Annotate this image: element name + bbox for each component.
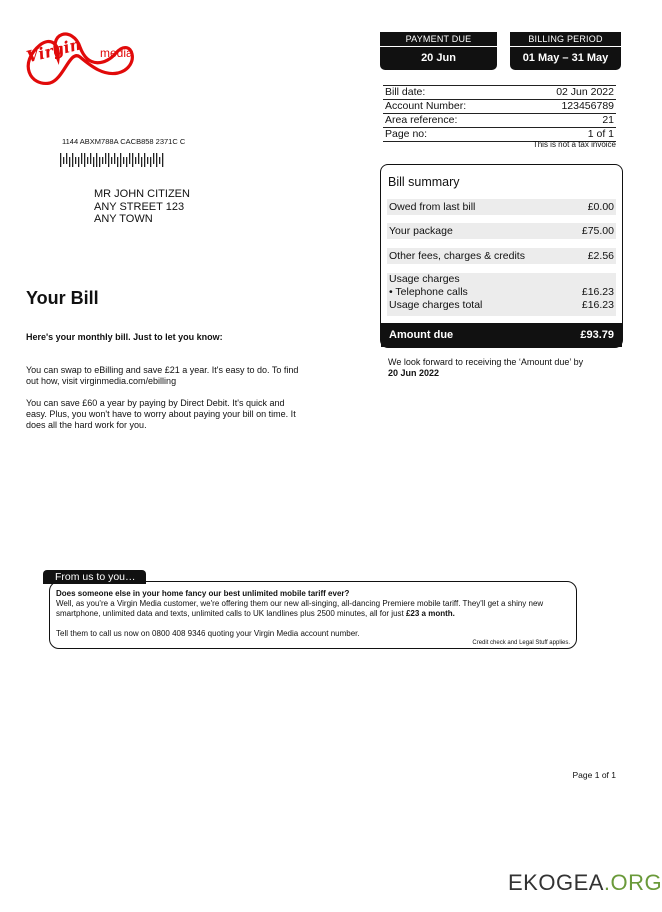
usage-total-label: Usage charges total: [389, 299, 483, 311]
bill-date-value: 02 Jun 2022: [556, 86, 614, 98]
address-line: ANY TOWN: [94, 213, 153, 225]
payment-due-label: PAYMENT DUE: [380, 32, 497, 46]
billing-period-label: BILLING PERIOD: [510, 32, 621, 46]
payment-due-value: 20 Jun: [421, 52, 456, 64]
owed-value: £0.00: [587, 201, 614, 213]
virgin-media-logo: [18, 21, 140, 93]
promo-tab: From us to you…: [43, 570, 146, 584]
telephone-calls-label: • Telephone calls: [389, 286, 468, 298]
usage-total-value: £16.23: [581, 299, 614, 311]
promo-call-text: Tell them to call us now on 0800 408 9346 quoting your Virgin Media account number.: [56, 629, 360, 638]
account-number-value: 123456789: [561, 100, 614, 112]
tax-note: This is not a tax invoice: [532, 140, 616, 149]
payment-note: [388, 357, 618, 379]
package-label: Your package: [389, 225, 453, 237]
page-no-value: 1 of 1: [587, 128, 614, 140]
address-line: MR JOHN CITIZEN: [94, 188, 190, 200]
promo-price: £23 a month.: [405, 609, 455, 618]
bill-info-row: [383, 114, 616, 128]
billing-period-badge: [510, 32, 621, 70]
intro-text: Here's your monthly bill. Just to let you know:: [26, 332, 223, 342]
watermark: [508, 870, 662, 896]
amount-due-label: Amount due: [389, 329, 454, 341]
account-number-label: Account Number:: [385, 100, 467, 112]
bill-summary-title: Bill summary: [388, 175, 460, 189]
telephone-calls-row: [389, 286, 614, 299]
page-title: Your Bill: [26, 288, 99, 308]
promo-question: Does someone else in your home fancy our best unlimited mobile tariff ever?: [56, 589, 350, 598]
footer-page-number: Page 1 of 1: [572, 770, 616, 780]
payment-note-text: We look forward to receiving the ‘Amount due’ by: [388, 357, 584, 367]
promo-body: [56, 599, 571, 619]
direct-debit-paragraph: You can save £60 a year by paying by Direct Debit. It's quick and easy. Plus, you won't have to worry about paying your bill on time. It does all the hard work for you.: [26, 398, 296, 430]
summary-usage-block: [387, 273, 616, 316]
watermark-suffix: .ORG: [603, 870, 662, 895]
amount-due-value: £93.79: [580, 329, 614, 341]
mail-code: 1144 ABXM788A CACB858 2371C C: [62, 137, 186, 146]
postal-barcode: [60, 153, 166, 172]
recipient-address: [94, 188, 190, 226]
telephone-calls-value: £16.23: [581, 286, 614, 298]
bill-date-label: Bill date:: [385, 86, 426, 98]
bill-summary-box: [380, 164, 623, 348]
usage-label: Usage charges: [389, 273, 460, 285]
amount-due-bar: [381, 323, 622, 347]
promo-credit-note: Credit check and Legal Stuff applies.: [472, 640, 570, 646]
payment-due-badge: [380, 32, 497, 70]
usage-total-row: [389, 299, 614, 312]
area-reference-label: Area reference:: [385, 114, 458, 126]
fees-label: Other fees, charges & credits: [389, 250, 525, 262]
bill-info-row: [383, 100, 616, 114]
owed-label: Owed from last bill: [389, 201, 476, 213]
watermark-main: EKOGEA: [508, 870, 604, 895]
page-no-label: Page no:: [385, 128, 428, 140]
billing-period-value: 01 May – 31 May: [522, 52, 609, 64]
promo-box: [49, 581, 577, 649]
summary-row-fees: [387, 248, 616, 264]
area-reference-value: 21: [602, 114, 614, 126]
promo-body-text: Well, as you're a Virgin Media customer, we're offering them our new all-singing, all-dancing Premiere mobile tariff. They'll get a shiny new smartphone, unlimited data and texts, unlimited calls to UK landlines plus 2500 minutes, all for just: [56, 599, 544, 618]
address-line: ANY STREET 123: [94, 200, 185, 213]
payment-note-date: 20 Jun 2022: [388, 368, 440, 378]
bill-info-row: [383, 85, 616, 100]
logo-media-text: media: [100, 46, 133, 60]
fees-value: £2.56: [587, 250, 614, 262]
summary-row-owed: [387, 199, 616, 215]
summary-row-package: [387, 223, 616, 239]
package-value: £75.00: [581, 225, 614, 237]
logo-virgin-text: Virgin: [24, 34, 84, 67]
bill-info-table: [383, 85, 616, 142]
ebilling-paragraph: You can swap to eBilling and save £21 a year. It's easy to do. To find out how, visit virginmedia.com/ebilling: [26, 365, 299, 386]
